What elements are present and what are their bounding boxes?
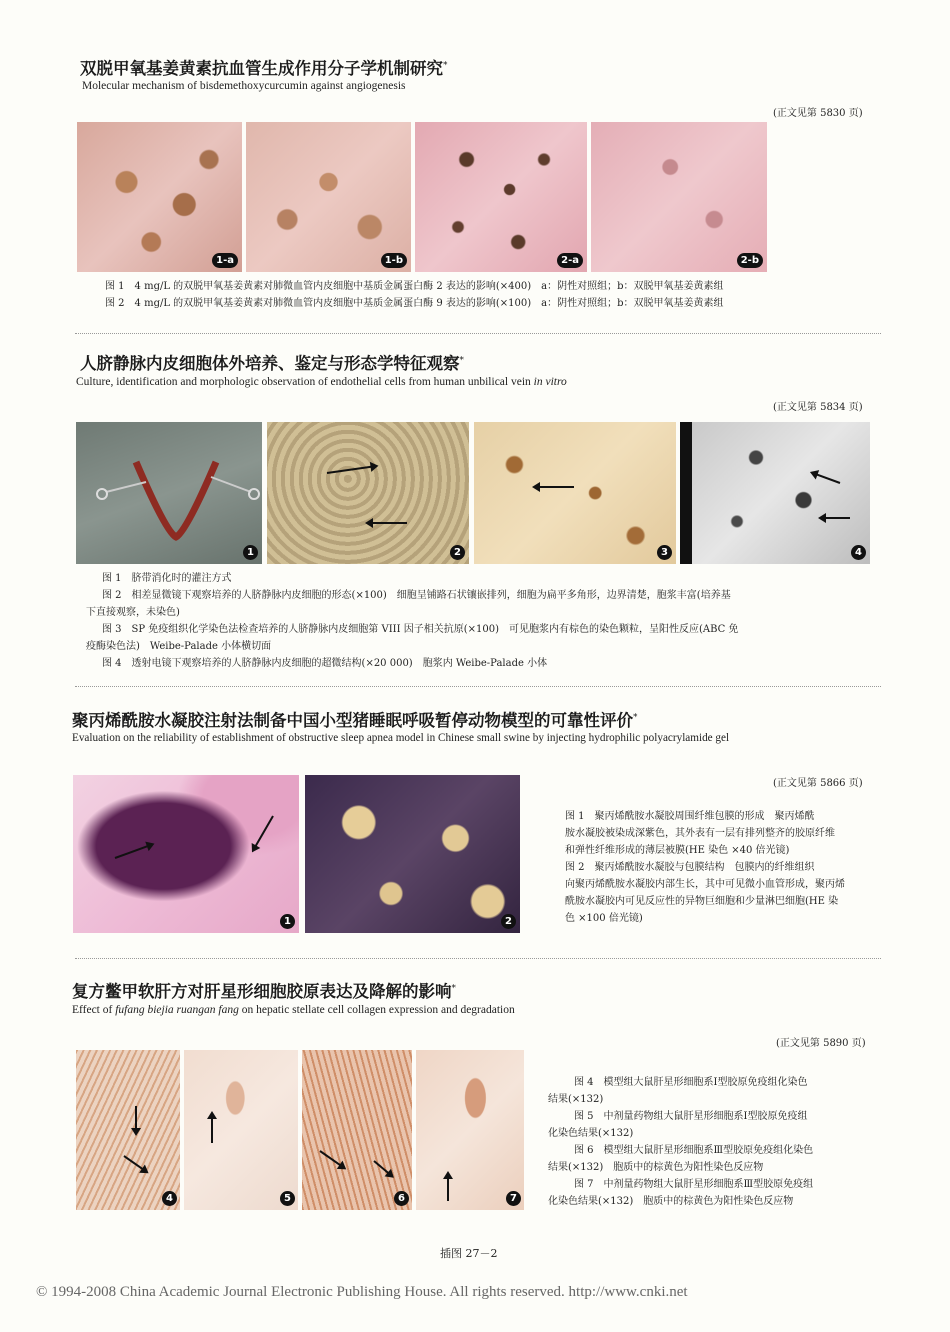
fig4-collagen-arrow-1 bbox=[135, 1106, 137, 1134]
article4-caption-fig7: 图 7 中剂量药物组大鼠肝星形细胞系Ⅲ型胶原免疫组 bbox=[574, 1179, 814, 1190]
fig4-label: 4 bbox=[851, 545, 866, 560]
article3-caption-fig1: 图 1 聚丙烯酰胺水凝胶周围纤维包膜的形成 聚丙烯酰 bbox=[565, 811, 815, 822]
section-divider-1 bbox=[75, 333, 881, 334]
article4-title-star: * bbox=[451, 983, 456, 994]
fig2-arrow-1 bbox=[327, 465, 377, 474]
article4-caption-fig7-cont: 化染色结果(×132) 胞质中的棕黄色为阳性染色反应物 bbox=[548, 1196, 794, 1207]
fig4-arrow-1 bbox=[811, 472, 840, 484]
article2-caption-fig3-cont: 疫酶染色法) Weibe-Palade 小体横切面 bbox=[86, 641, 272, 652]
article4-subtitle-suffix: on hepatic stellate cell collagen expression and degradation bbox=[238, 1004, 515, 1016]
article1-reference: (正文见第 5830 页) bbox=[773, 108, 863, 119]
article3-caption-fig2-cont1: 向聚丙烯酰胺水凝胶内部生长，其中可见微小血管形成，聚丙烯 bbox=[565, 879, 845, 890]
fig2a-label: 2-a bbox=[557, 253, 583, 268]
fig2-label: 2 bbox=[450, 545, 465, 560]
article4-title bbox=[72, 978, 456, 1002]
article4-subtitle-italic: fufang biejia ruangan fang bbox=[115, 1004, 239, 1016]
article1-captions bbox=[105, 278, 724, 312]
fig4-scale-bar bbox=[680, 422, 692, 564]
fig7-collagen-micrograph bbox=[416, 1050, 524, 1210]
article3-caption-fig2: 图 2 聚丙烯酰胺水凝胶与包膜结构 包膜内的纤维组织 bbox=[565, 862, 815, 873]
fig1b-label: 1-b bbox=[381, 253, 407, 268]
article3-fig2-label: 2 bbox=[501, 914, 516, 929]
article4-reference: (正文见第 5890 页) bbox=[776, 1038, 866, 1049]
article2-caption-fig3: 图 3 SP 免疫组织化学染色法检查培养的人脐静脉内皮细胞第 VIII 因子相关抗原(×100) 可见胞浆内有棕色的染色颗粒，呈阳性反应(ABC 免 bbox=[102, 624, 739, 635]
fig3-immunohistochemistry-micrograph bbox=[474, 422, 676, 564]
fig6-collagen-micrograph bbox=[302, 1050, 412, 1210]
fig2b-micrograph bbox=[591, 122, 767, 272]
article1-caption-fig2: 图 2 4 mg/L 的双脱甲氧基姜黄素对肺微血管内皮细胞中基质金属蛋白酶 9 表达的影响(×100) a：阴性对照组；b：双脱甲氧基姜黄素组 bbox=[105, 298, 724, 309]
article3-caption-fig1-cont2: 和弹性纤维形成的薄层被膜(HE 染色 ×40 倍光镜) bbox=[565, 845, 790, 856]
fig1b-micrograph bbox=[246, 122, 411, 272]
article2-title-star: * bbox=[459, 355, 464, 366]
fig4-collagen-micrograph bbox=[76, 1050, 180, 1210]
fig1-he-stain-micrograph bbox=[73, 775, 299, 933]
fig3-label: 3 bbox=[657, 545, 672, 560]
fig3-1-arrow-1 bbox=[115, 843, 153, 859]
article4-caption-fig5: 图 5 中剂量药物组大鼠肝星形细胞系Ⅰ型胶原免疫组 bbox=[574, 1111, 808, 1122]
article4-title-text: 复方鳖甲软肝方对肝星形细胞胶原表达及降解的影响 bbox=[72, 982, 452, 1001]
article2-caption-fig2: 图 2 相差显微镜下观察培养的人脐静脉内皮细胞的形态(×100) 细胞呈铺路石状镶嵌排列，细胞为扁平多角形，边界清楚，胞浆丰富(培养基 bbox=[102, 590, 731, 601]
fig1-umbilical-cord-photo bbox=[76, 422, 262, 564]
article4-caption-fig4: 图 4 模型组大鼠肝星形细胞系Ⅰ型胶原免疫组化染色 bbox=[574, 1077, 808, 1088]
article4-captions bbox=[548, 1074, 878, 1210]
fig2-he-stain-micrograph bbox=[305, 775, 520, 933]
article3-caption-fig1-cont1: 胺水凝胶被染成深紫色，其外表有一层有排列整齐的胶原纤维 bbox=[565, 828, 835, 839]
article1-caption-fig1: 图 1 4 mg/L 的双脱甲氧基姜黄素对肺微血管内皮细胞中基质金属蛋白酶 2 表达的影响(×400) a：阴性对照组；b：双脱甲氧基姜黄素组 bbox=[105, 281, 724, 292]
fig4-collagen-arrow-2 bbox=[123, 1155, 147, 1173]
page-number: 插图 27－2 bbox=[440, 1247, 498, 1260]
article2-title-text: 人脐静脉内皮细胞体外培养、鉴定与形态学特征观察 bbox=[80, 354, 460, 373]
fig6-collagen-arrow-2 bbox=[373, 1160, 393, 1177]
section-divider-3 bbox=[75, 958, 881, 959]
fig4-arrow-2 bbox=[820, 517, 850, 519]
article4-subtitle-prefix: Effect of bbox=[72, 1004, 116, 1016]
fig6-collagen-arrow-1 bbox=[319, 1150, 345, 1169]
article2-subtitle bbox=[76, 376, 567, 388]
fig7-collagen-arrow bbox=[447, 1173, 449, 1201]
article4-fig5-label: 5 bbox=[280, 1191, 295, 1206]
umbilical-cord-illustration bbox=[76, 422, 262, 564]
article2-caption-fig2-cont: 下直接观察，未染色) bbox=[86, 607, 180, 618]
fig2-phase-contrast-micrograph bbox=[267, 422, 469, 564]
section-divider-2 bbox=[75, 686, 881, 687]
article3-title-star: * bbox=[633, 712, 638, 723]
article4-fig7-label: 7 bbox=[506, 1191, 521, 1206]
article4-caption-fig6-cont: 结果(×132) 胞质中的棕黄色为阳性染色反应物 bbox=[548, 1162, 764, 1173]
article3-caption-fig2-cont2: 酰胺水凝胶内可见反应性的异物巨细胞和少量淋巴细胞(HE 染 bbox=[565, 896, 839, 907]
article3-reference: (正文见第 5866 页) bbox=[773, 778, 863, 789]
fig3-1-arrow-2 bbox=[252, 816, 274, 852]
article3-captions bbox=[565, 808, 880, 927]
article3-title bbox=[72, 707, 638, 731]
article2-captions bbox=[86, 570, 881, 672]
article3-caption-fig2-cont3: 色 ×100 倍光镜) bbox=[565, 913, 643, 924]
fig4-electron-micrograph bbox=[680, 422, 870, 564]
article4-subtitle bbox=[72, 1004, 515, 1016]
article2-reference: (正文见第 5834 页) bbox=[773, 402, 863, 413]
article2-subtitle-main: Culture, identification and morphologic observation of endothelial cells from human unbilical vein bbox=[76, 376, 534, 388]
fig5-collagen-arrow bbox=[211, 1113, 213, 1143]
article2-title bbox=[80, 350, 464, 374]
fig2a-micrograph bbox=[415, 122, 587, 272]
article2-caption-fig4: 图 4 透射电镜下观察培养的人脐静脉内皮细胞的超微结构(×20 000) 胞浆内 Weibe-Palade 小体 bbox=[102, 658, 548, 669]
article3-fig1-label: 1 bbox=[280, 914, 295, 929]
article4-fig6-label: 6 bbox=[394, 1191, 409, 1206]
article4-fig4-label: 4 bbox=[162, 1191, 177, 1206]
article1-title-text: 双脱甲氧基姜黄素抗血管生成作用分子学机制研究 bbox=[80, 59, 443, 78]
fig2b-label: 2-b bbox=[737, 253, 763, 268]
copyright-footer: © 1994-2008 China Academic Journal Electronic Publishing House. All rights reserved. http://www.cnki.net bbox=[36, 1284, 688, 1300]
fig1a-micrograph bbox=[77, 122, 242, 272]
fig1a-label: 1-a bbox=[212, 253, 238, 268]
article4-caption-fig6: 图 6 模型组大鼠肝星形细胞系Ⅲ型胶原免疫组化染色 bbox=[574, 1145, 814, 1156]
fig2-arrow-2 bbox=[367, 522, 407, 524]
article4-caption-fig5-cont: 化染色结果(×132) bbox=[548, 1128, 634, 1139]
article4-caption-fig4-cont: 结果(×132) bbox=[548, 1094, 604, 1105]
fig5-collagen-micrograph bbox=[184, 1050, 298, 1210]
article2-caption-fig1: 图 1 脐带消化时的灌注方式 bbox=[102, 573, 232, 584]
article3-subtitle: Evaluation on the reliability of establishment of obstructive sleep apnea model in Chinese small swine by injecting hydrophilic polyacrylamide gel bbox=[72, 732, 730, 744]
article1-title-star: * bbox=[443, 60, 448, 71]
fig3-arrow bbox=[534, 486, 574, 488]
article2-subtitle-italic: in vitro bbox=[533, 376, 567, 388]
article1-subtitle: Molecular mechanism of bisdemethoxycurcumin against angiogenesis bbox=[82, 80, 406, 92]
article1-title bbox=[80, 55, 448, 79]
fig1-label: 1 bbox=[243, 545, 258, 560]
article3-title-text: 聚丙烯酰胺水凝胶注射法制备中国小型猪睡眠呼吸暂停动物模型的可靠性评价 bbox=[72, 711, 633, 730]
